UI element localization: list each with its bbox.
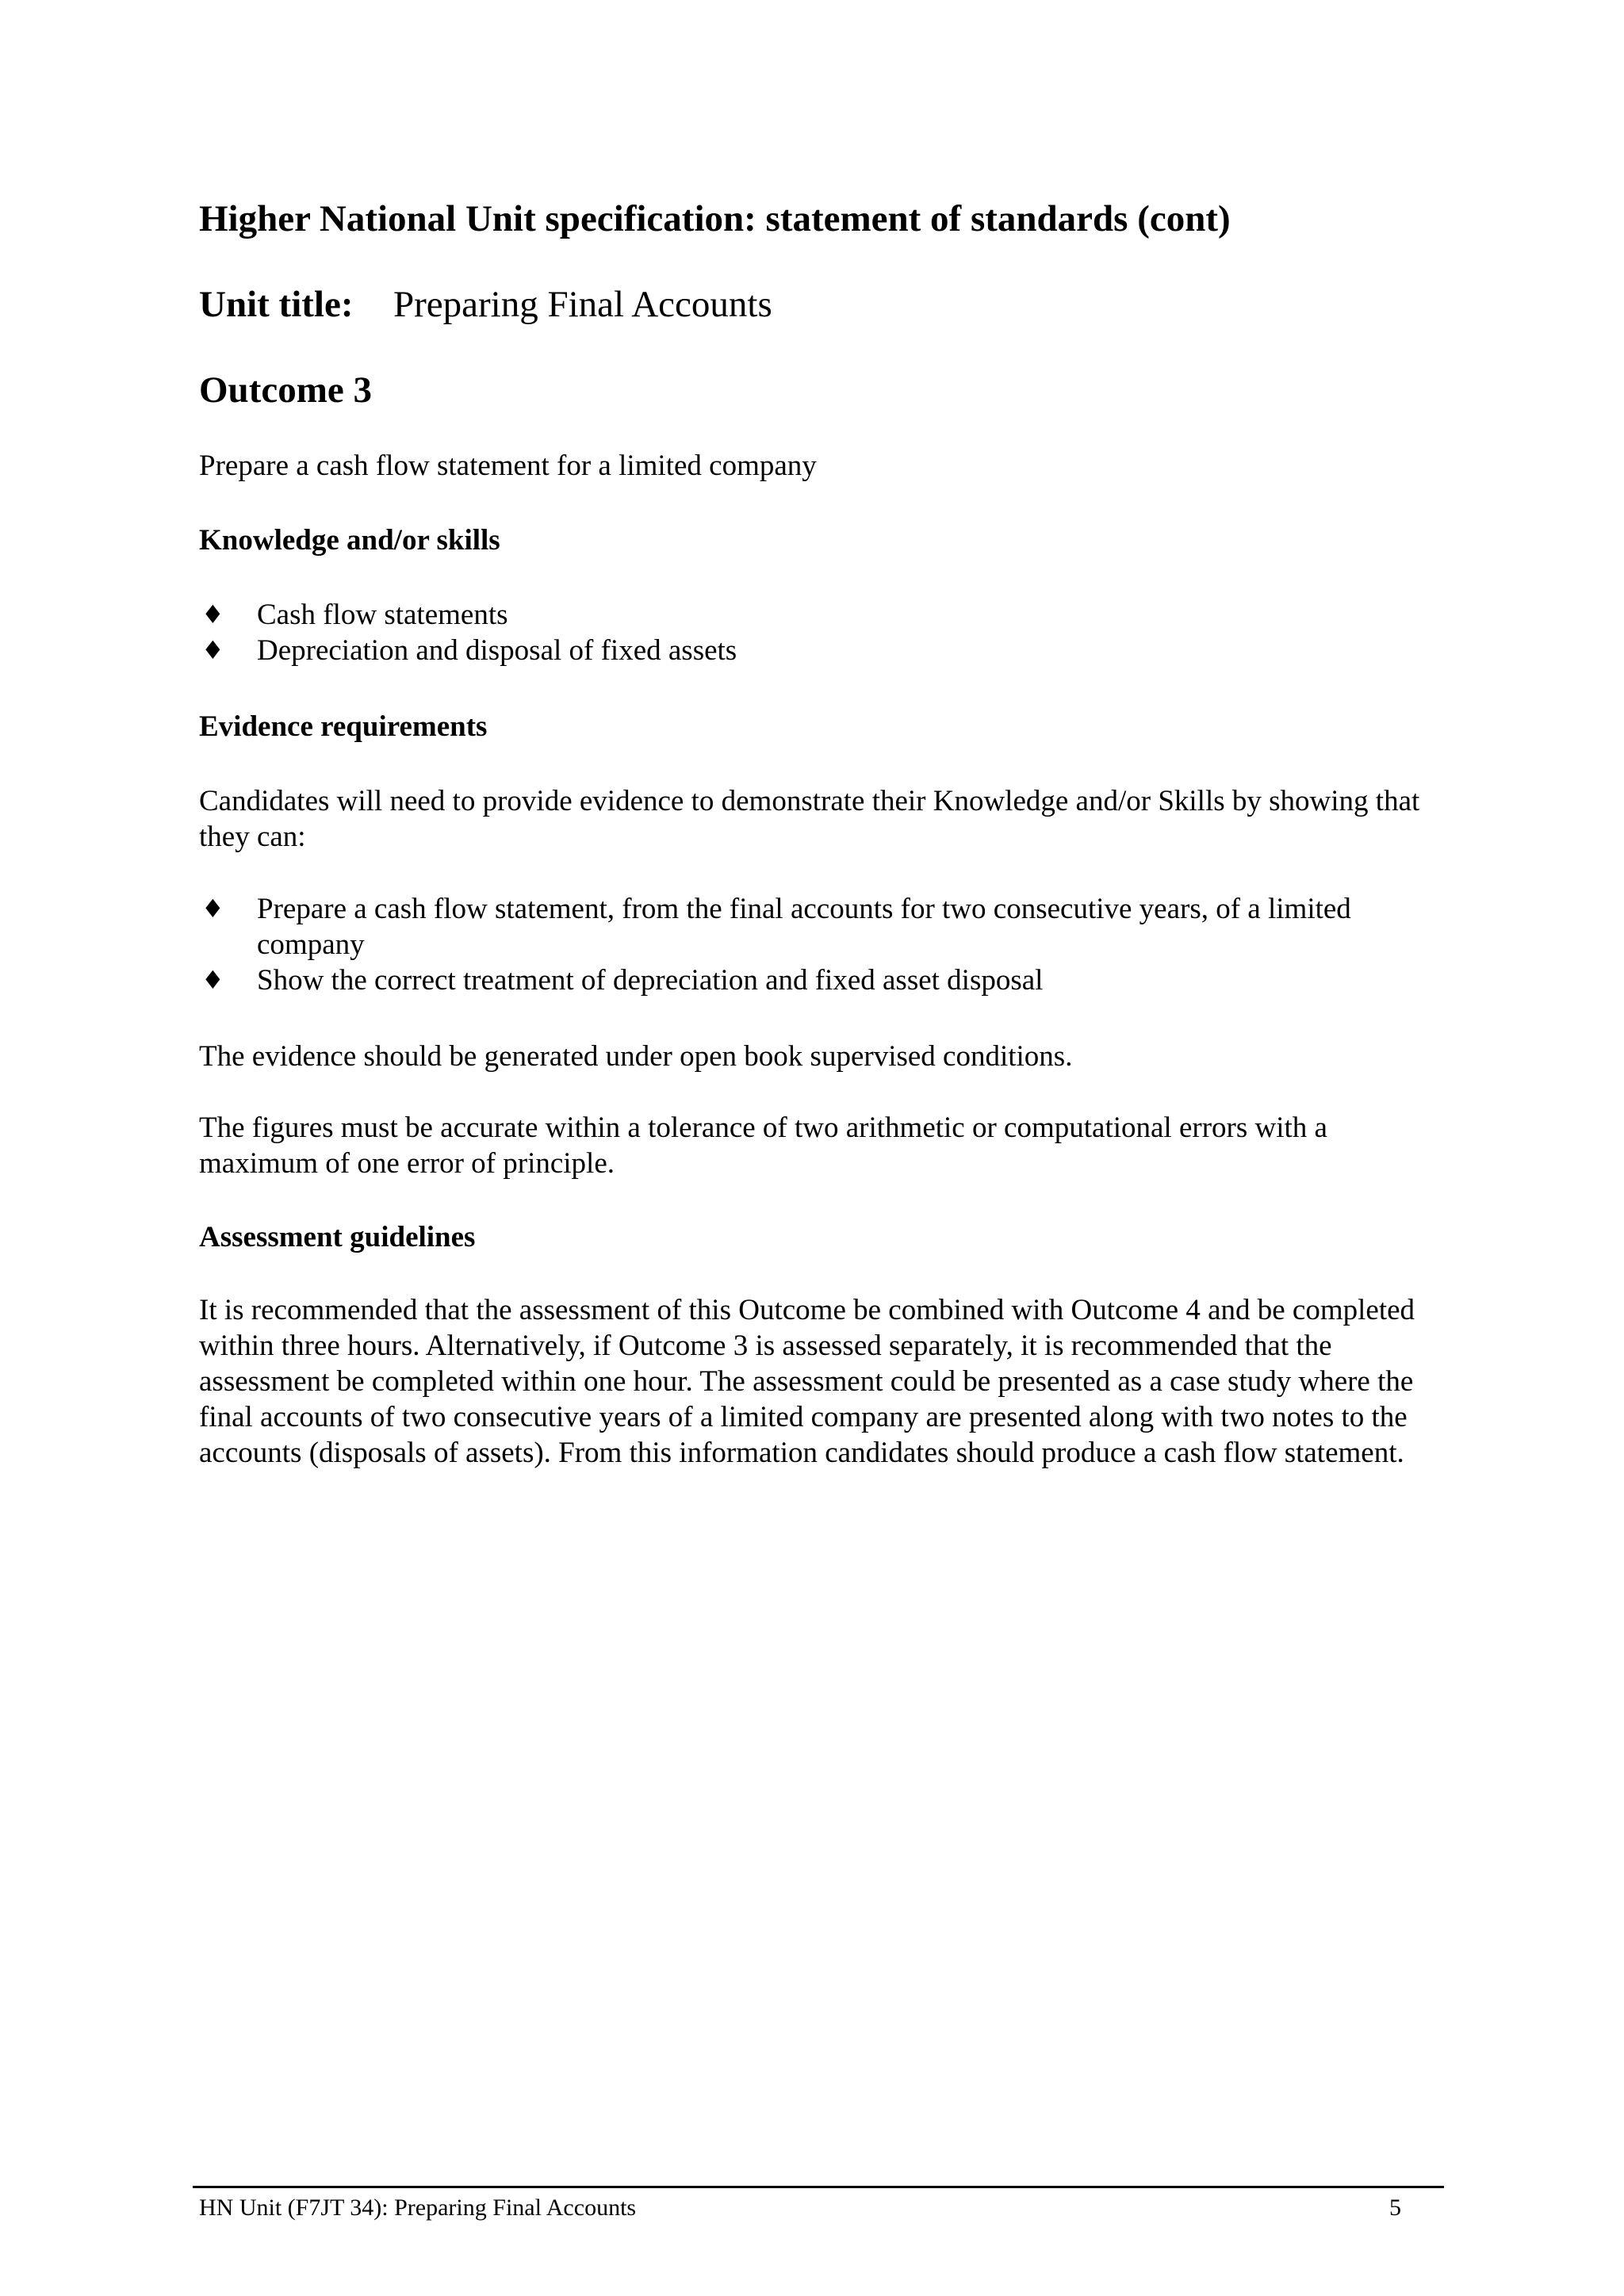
knowledge-heading: Knowledge and/or skills	[199, 524, 500, 557]
evidence-heading: Evidence requirements	[199, 710, 488, 743]
evidence-list	[199, 891, 1444, 998]
outcome-heading: Outcome 3	[199, 369, 372, 411]
evidence-intro: Candidates will need to provide evidence to demonstrate their Knowledge and/or Skills by showing that they can:	[199, 785, 1420, 853]
outcome-description: Prepare a cash flow statement for a limited company	[199, 450, 817, 482]
diamond-bullet-icon: ♦	[201, 599, 224, 629]
list-item	[199, 962, 1444, 998]
list-item-text: Prepare a cash flow statement, from the final accounts for two consecutive years, of a limited company	[257, 893, 1351, 961]
unit-title-value: Preparing Final Accounts	[393, 284, 772, 325]
knowledge-list	[199, 597, 1444, 668]
assessment-heading: Assessment guidelines	[199, 1221, 476, 1253]
evidence-accuracy: The figures must be accurate within a tolerance of two arithmetic or computational errors with a maximum of one error of principle.	[199, 1112, 1327, 1180]
diamond-bullet-icon: ♦	[201, 965, 224, 995]
document-page	[199, 0, 1444, 2296]
footer-divider	[193, 2186, 1444, 2188]
list-item-text: Cash flow statements	[257, 599, 508, 631]
list-item-text: Depreciation and disposal of fixed assets	[257, 634, 737, 667]
assessment-text: It is recommended that the assessment of this Outcome be combined with Outcome 4 and be completed within three hours. Alternatively, if Outcome 3 is assessed separately, it is recommended that the assessment be completed within one hour. The assessment could be presented as a case study where the final accounts of two consecutive years of a limited company are presented along with two notes to the accounts (disposals of assets). From this information candidates should produce a cash flow statement.	[199, 1294, 1415, 1469]
list-item	[199, 597, 1444, 633]
list-item-text: Show the correct treatment of depreciation and fixed asset disposal	[257, 964, 1044, 997]
diamond-bullet-icon: ♦	[201, 894, 224, 924]
unit-title-label: Unit title:	[199, 284, 354, 325]
footer-unit-reference: HN Unit (F7JT 34): Preparing Final Accounts	[199, 2195, 637, 2221]
page-number: 5	[1389, 2195, 1401, 2221]
diamond-bullet-icon: ♦	[201, 635, 224, 665]
page-title: Higher National Unit specification: statement of standards (cont)	[199, 198, 1231, 239]
evidence-conditions: The evidence should be generated under open book supervised conditions.	[199, 1040, 1073, 1073]
list-item	[199, 891, 1444, 962]
list-item	[199, 633, 1444, 668]
unit-title-line	[199, 282, 772, 327]
